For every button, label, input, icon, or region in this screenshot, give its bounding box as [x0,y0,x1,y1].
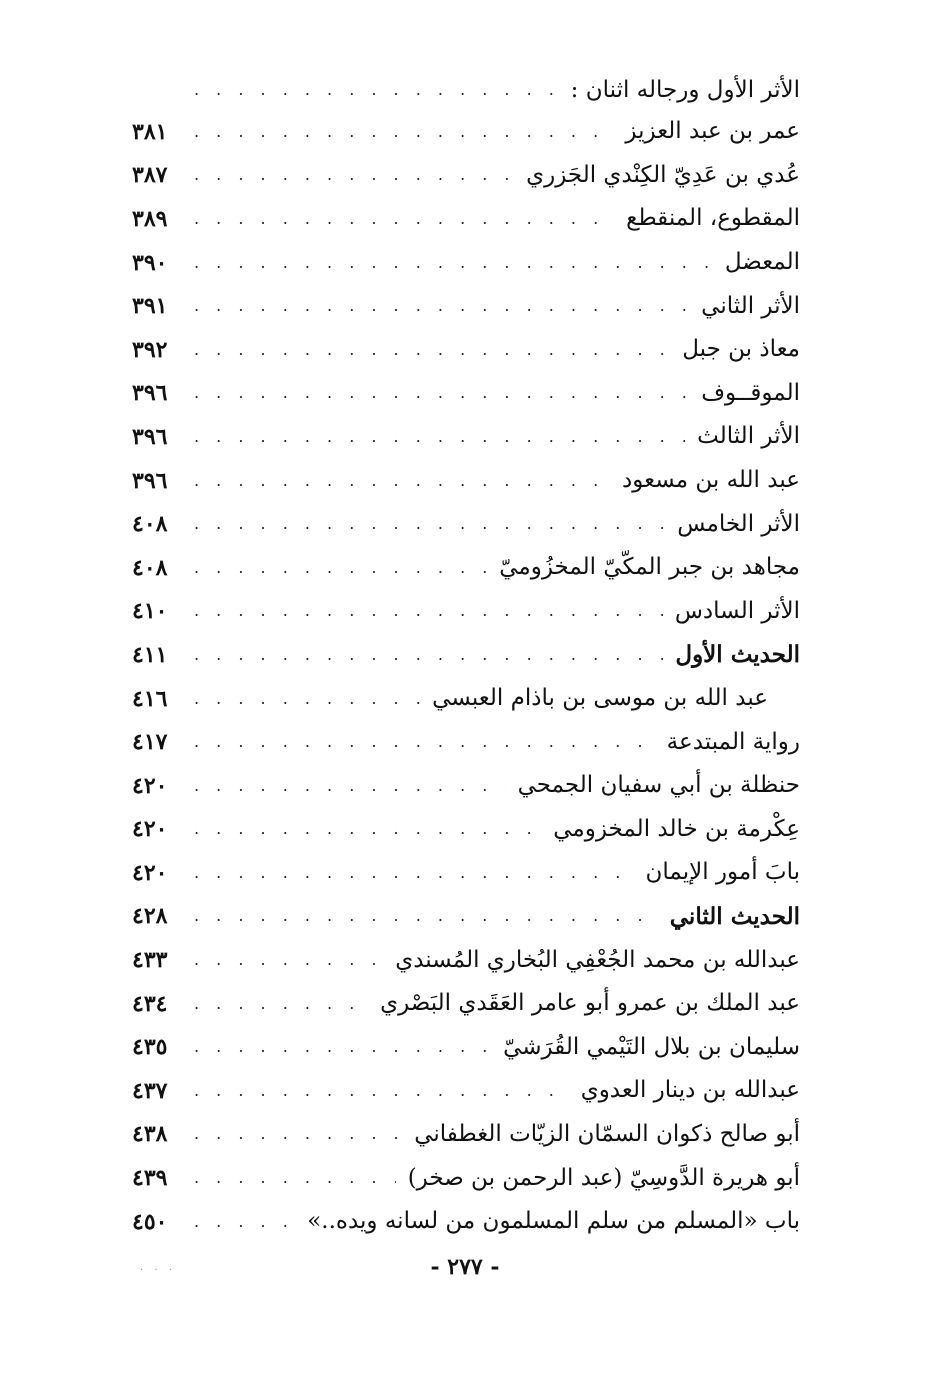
dot-leader [194,298,689,314]
toc-entry-page: ٤١٦ [132,685,168,712]
toc-entry-title: عبد الله بن موسى بن باذام العبسي [432,685,768,712]
toc-entry-title: الأثر السادس [674,597,800,624]
dot-leader [194,560,487,576]
toc-entry-title: الأثر الخامس [677,510,800,537]
toc-entry [132,372,800,416]
toc-entry-page: ٤٢٠ [132,816,168,843]
toc-entry [132,415,800,459]
toc-entry-page: ٣٩٦ [132,423,168,450]
toc-entry-page: ٣٩٠ [132,249,168,276]
dot-leader [194,385,689,401]
toc-entry-title: باب «المسلم من سلم المسلمون من لسانه ويده..» [307,1208,800,1235]
toc-heading-row [132,70,800,110]
toc-entry-title: أبو هريرة الدَّوسِيّ (عبد الرحمن بن صخر) [407,1164,800,1191]
dot-leader [194,996,368,1012]
toc-entry [132,502,800,546]
toc-entry-section [132,633,800,677]
toc-entry-section [132,895,800,939]
toc-entry-page: ٣٩٦ [132,380,168,407]
dot-leader [194,952,383,968]
dot-leader [194,647,663,663]
dot-leader [194,1083,569,1099]
toc-entry [132,1025,800,1069]
toc-entry-title: المعضل [724,249,800,276]
toc-entry-title: عُدي بن عَدِيّ الكِنْدي الجَزري [526,161,800,188]
dot-leader [194,473,610,489]
toc-entry [132,938,800,982]
toc-entry-title: أبو صالح ذكوان السمّان الزيّات الغطفاني [414,1120,800,1147]
dot-leader [194,821,541,837]
toc-entry [132,328,800,372]
toc-entry-page: ٣٨٩ [132,205,168,232]
dot-leader [194,1126,402,1142]
toc-entry-title: عبدالله بن دينار العدوي [580,1077,800,1104]
toc-entry-title: المقطوع، المنقطع [626,205,800,232]
toc-entry-page: ٤٢٠ [132,859,168,886]
toc-entry [132,1113,800,1157]
toc-entry-page: ٤٢٨ [132,903,168,930]
toc-entry-page: ٣٩١ [132,293,168,320]
toc-entry [132,154,800,198]
toc-entry-title: عمر بن عبد العزيز [625,118,800,145]
dot-leader [194,211,614,227]
dot-leader [194,1214,295,1230]
toc-entry [132,546,800,590]
dot-leader [194,82,559,98]
toc-entry-page: ٤٢٠ [132,772,168,799]
toc-entry [132,1156,800,1200]
dot-leader [194,865,634,881]
toc-entry [132,764,800,808]
toc-entry-page: ٤١١ [132,641,168,668]
toc-entry-page: ٤٥٠ [132,1208,168,1235]
dot-leader [194,603,663,619]
toc-entry-title: مجاهد بن جبر المكّيّ المخزُوميّ [499,554,800,581]
dot-leader [194,342,670,358]
scan-specks: · · · [140,1265,176,1276]
toc-entry [132,677,800,721]
dot-leader [194,734,655,750]
toc-entry [132,284,800,328]
toc-entry [132,1069,800,1113]
toc-entry-title: رواية المبتدعة [666,728,800,755]
toc-entry-page: ٣٩٦ [132,467,168,494]
table-of-contents [132,70,800,1243]
toc-entry [132,982,800,1026]
dot-leader [194,691,420,707]
toc-entry-page: ٤٣٩ [132,1165,168,1192]
dot-leader [194,167,514,183]
page-number: - ٢٧٧ - [430,1254,500,1280]
dot-leader [194,908,658,924]
toc-heading-title: الأثر الأول ورجاله اثنان : [570,76,800,103]
toc-section-title: الحديث الثاني [669,902,800,930]
dot-leader [194,778,506,794]
toc-entry-page: ٤٣٧ [132,1077,168,1104]
toc-entry-page: ٣٩٢ [132,336,168,363]
toc-entry-title: بابَ أمور الإيمان [645,859,800,886]
toc-entry-page: ٤٣٣ [132,947,168,974]
toc-entry-title: عبد الله بن مسعود [622,467,800,494]
toc-entry-page: ٤٣٥ [132,1034,168,1061]
toc-entry [132,459,800,503]
toc-entry-title: الأثر الثالث [697,423,800,450]
toc-entry-title: الأثر الثاني [701,292,800,319]
toc-entry-title: عِكْرمة بن خالد المخزومي [553,815,800,842]
toc-entry-page: ٤٠٨ [132,511,168,538]
toc-entry [132,590,800,634]
toc-entry [132,197,800,241]
toc-entry-page: ٤١٧ [132,729,168,756]
dot-leader [194,1170,396,1186]
toc-entry-title: معاذ بن جبل [682,336,800,363]
toc-entry [132,851,800,895]
dot-leader [194,1039,491,1055]
toc-entry [132,241,800,285]
toc-entry-title: عبد الملك بن عمرو أبو عامر العَقَدي البَصْري [380,990,800,1017]
toc-entry-page: ٤٠٨ [132,554,168,581]
toc-entry-page: ٣٨١ [132,118,168,145]
toc-entry-title: حنظلة بن أبي سفيان الجمحي [517,772,800,799]
dot-leader [194,124,613,140]
toc-entry [132,720,800,764]
dot-leader [194,429,685,445]
toc-entry-title: الموقــوف [701,379,800,406]
toc-entry-page: ٤٣٤ [132,990,168,1017]
toc-entry [132,110,800,154]
toc-entry-page: ٤٣٨ [132,1121,168,1148]
toc-entry [132,1200,800,1244]
toc-entry [132,808,800,852]
toc-entry-title: سليمان بن بلال التَيْمي القُرَشيّ [503,1033,800,1060]
toc-section-title: الحديث الأول [675,641,800,669]
toc-entry-page: ٣٨٧ [132,162,168,189]
toc-entry-title: عبدالله بن محمد الجُعْفِي البُخاري المُسندي [395,946,800,973]
dot-leader [194,516,665,532]
dot-leader [194,255,713,271]
toc-entry-page: ٤١٠ [132,598,168,625]
